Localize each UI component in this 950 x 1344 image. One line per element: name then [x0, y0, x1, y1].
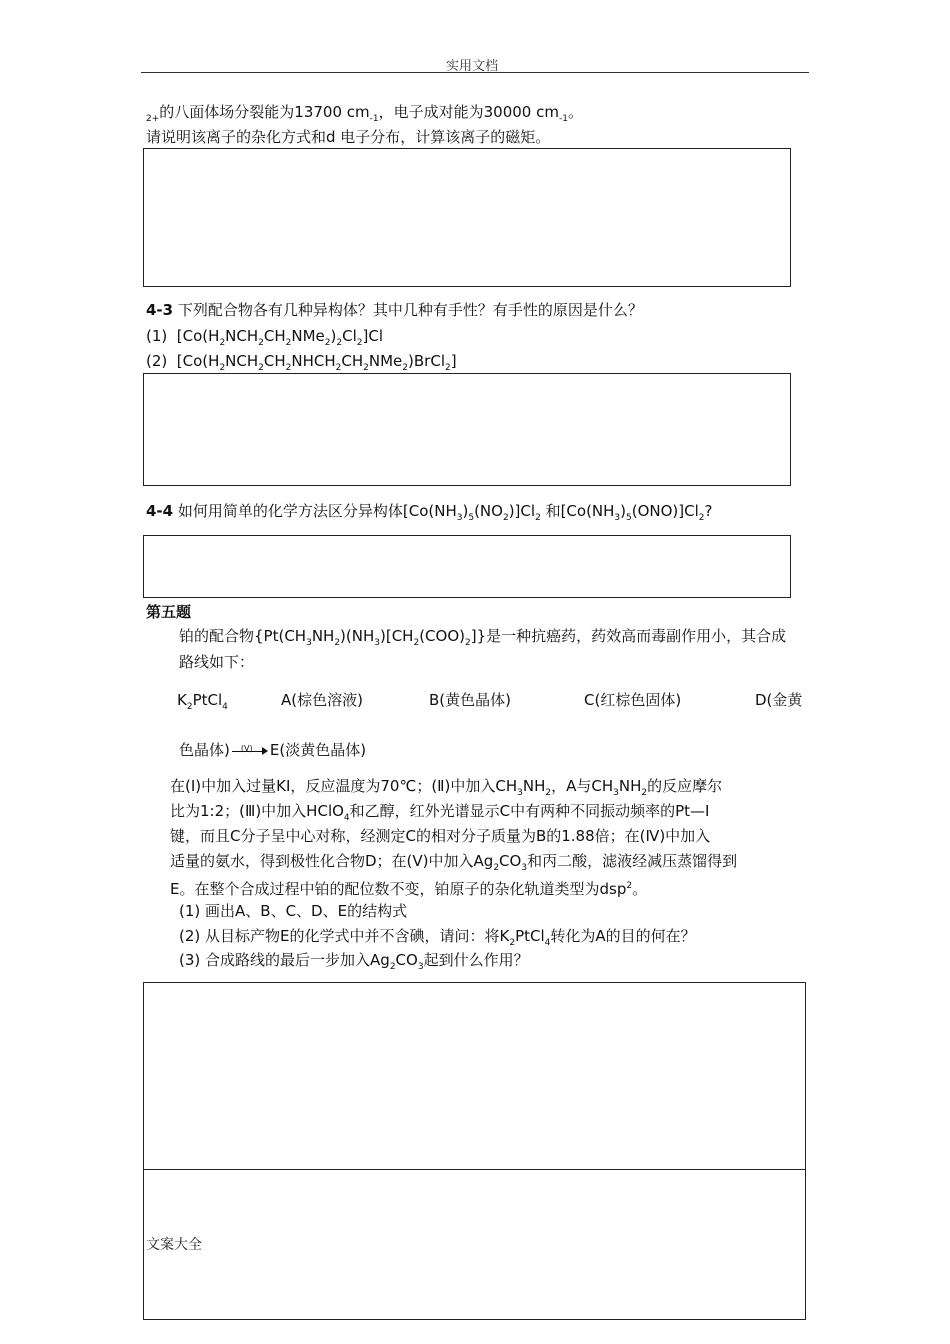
route-start-compound: $K_2PtCl_4$: [177, 691, 228, 712]
answer-box-divider: [143, 1169, 806, 1170]
route-compound-b: B(黄色晶体): [429, 691, 511, 709]
question-number: 4-4: [146, 502, 174, 520]
question-number: 4-3: [146, 301, 174, 319]
header-rule: [141, 72, 809, 73]
q5-question-2: (2) 从目标产物E的化学式中并不含碘，请问：将$K_2PtCl_4$转化为A的目的何在？: [179, 927, 696, 948]
q5-body-line2: 比为1:2；(Ⅲ)中加入HClO$_4$和乙醇，红外光谱显示C中有两种不同振动频率的Pt—I: [170, 802, 710, 823]
reaction-arrow-icon: (V): [232, 746, 268, 756]
q4-2-line2: 请说明该离子的杂化方式和d 电子分布，计算该离子的磁矩。: [146, 128, 551, 146]
q4-3-item-2: (2) $[Co(H_2NCH_2CH_2NHCH_2CH_2NMe_2)BrCl_2]$: [146, 352, 457, 373]
q5-body-line5: E。在整个合成过程中铂的配位数不变，铂原子的杂化轨道类型为dsp$^2$。: [170, 880, 648, 898]
route-compound-e: E(淡黄色晶体): [269, 741, 367, 759]
q5-question-3: (3) 合成路线的最后一步加入$Ag_2CO_3$起到什么作用？: [179, 951, 529, 972]
q4-3-item-1: (1) $[Co(H_2NCH_2CH_2NMe_2)_2Cl_2]Cl$: [146, 327, 384, 348]
answer-box-5[interactable]: [143, 982, 806, 1320]
answer-box-4-3[interactable]: [143, 373, 791, 486]
q4-3-prompt: 4-3 下列配合物各有几种异构体？其中几种有手性？有手性的原因是什么？: [146, 301, 643, 319]
route-compound-a: A(棕色溶液): [281, 691, 363, 709]
answer-box-4-4[interactable]: [143, 535, 791, 598]
q5-body-line4: 适量的氨水，得到极性化合物D；在(Ⅴ)中加入$Ag_2CO_3$和丙二酸，滤液经减压蒸馏得到: [170, 852, 738, 873]
route-compound-d: D(金黄: [755, 691, 803, 709]
q5-intro-line2: 路线如下：: [179, 653, 255, 671]
q5-body-line1: 在(Ⅰ)中加入过量KI，反应温度为70℃；(Ⅱ)中加入$CH_3NH_2$，A与$CH_3NH_2$的反应摩尔: [170, 777, 723, 798]
q4-2-line1: $_{2+}$的八面体场分裂能为13700 $cm_{-1}$，电子成对能为30000 $cm_{-1}$。: [146, 103, 583, 124]
q5-intro-line1: 铂的配合物$\{Pt(CH_3NH_2)(NH_3)[CH_2(COO)_2]\}$是一种抗癌药，药效高而毒副作用小，其合成: [179, 627, 787, 648]
answer-box-4-2[interactable]: [143, 148, 791, 287]
route-compound-c: C(红棕色固体): [584, 691, 682, 709]
page-footer-text: 文案大全: [146, 1237, 202, 1253]
page-header-title: 实用文档: [446, 59, 499, 74]
q5-question-1: (1) 画出A、B、C、D、E的结构式: [179, 902, 408, 920]
section-title: 第五题: [146, 603, 192, 621]
route-line2: 色晶体) (V) E(淡黄色晶体): [179, 741, 367, 759]
q4-4-prompt: 4-4 如何用简单的化学方法区分异构体$[Co(NH_3)_5(NO_2)]Cl_2$ 和$[Co(NH_3)_5(ONO)]Cl_2$?: [146, 502, 713, 523]
q5-body-line3: 键，而且C分子呈中心对称，经测定C的相对分子质量为B的1.88倍；在(Ⅳ)中加入: [170, 827, 711, 845]
